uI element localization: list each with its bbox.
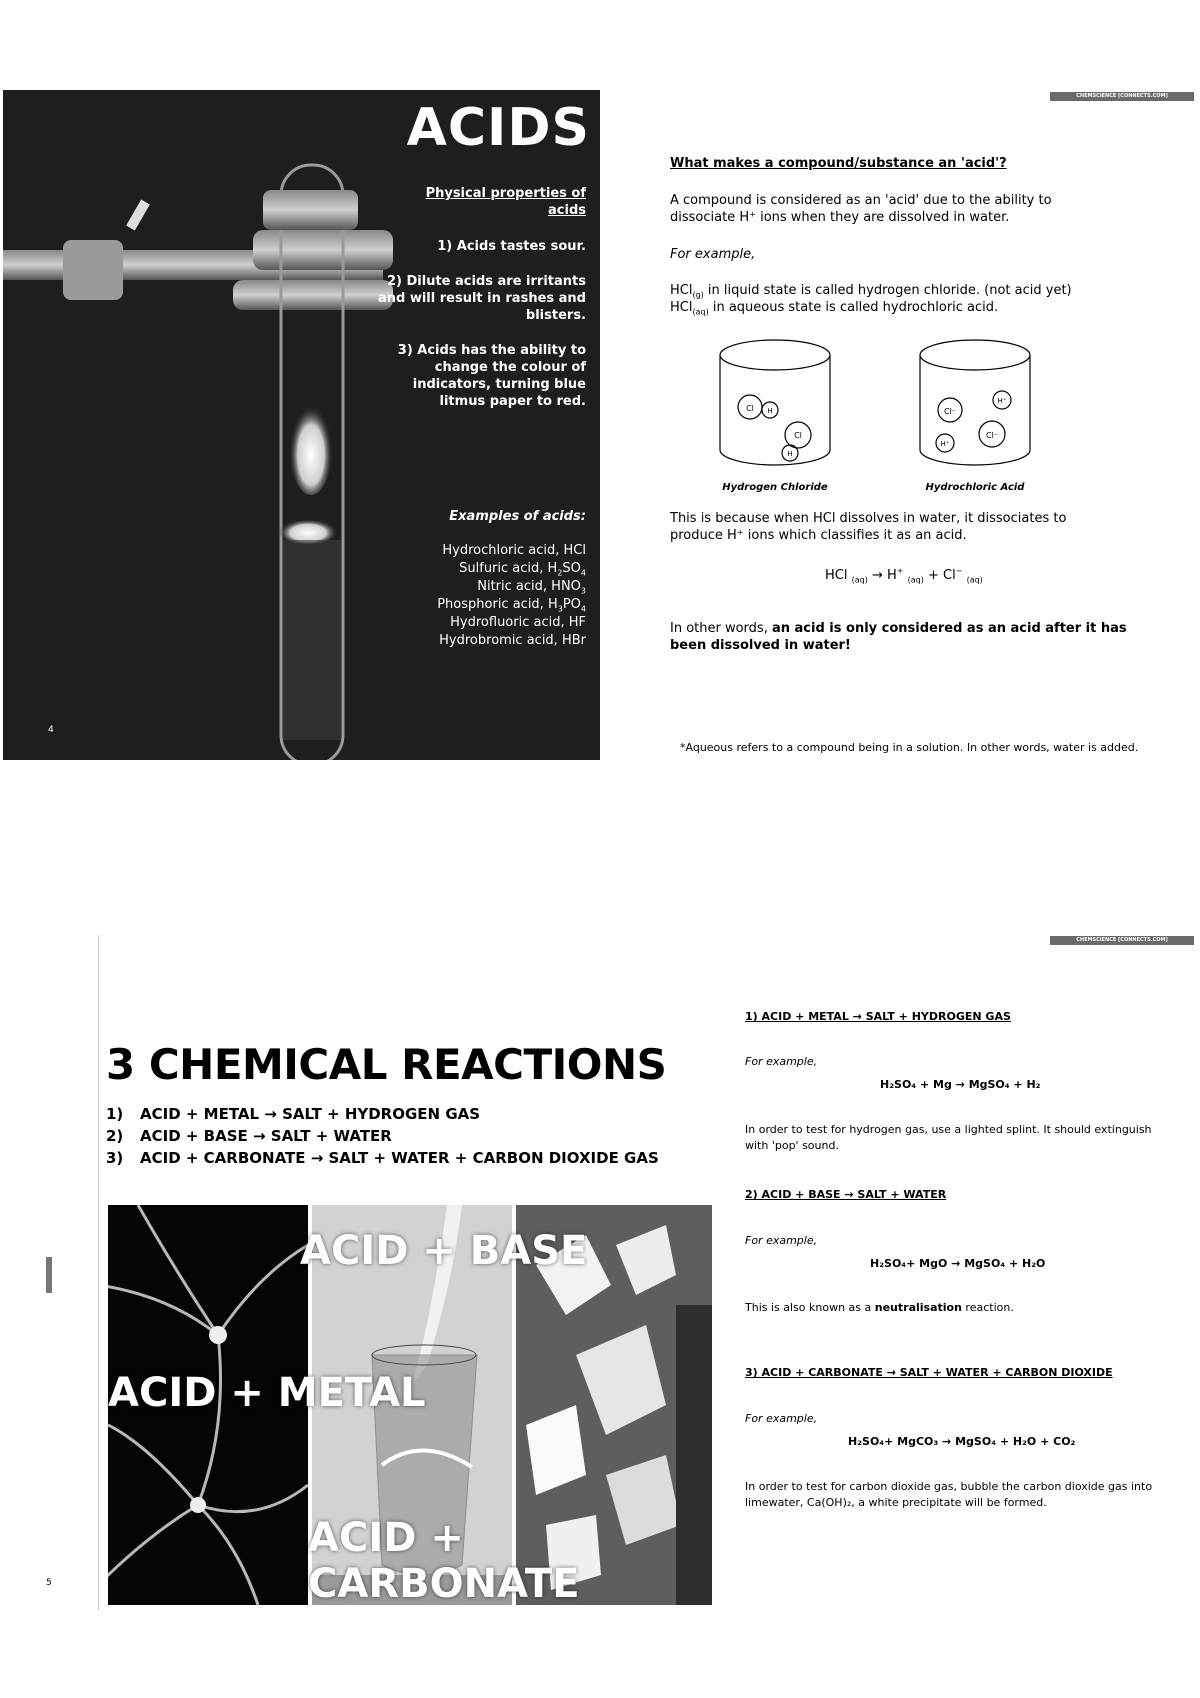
ion-label: H xyxy=(767,407,773,415)
side-marker xyxy=(46,1257,52,1293)
reactions-list xyxy=(106,1103,659,1169)
examples-heading: Examples of acids: xyxy=(449,509,586,524)
ion-label: Cl⁻ xyxy=(985,431,999,440)
example-item: Hydrofluoric acid, HF xyxy=(450,615,586,630)
page-number: 4 xyxy=(48,725,54,735)
reaction-2-note: This is also known as a neutralisation reaction. xyxy=(745,1301,1014,1314)
reaction-3-example: For example, xyxy=(745,1412,818,1425)
header-tab: CHEMSCIENCE [CONNECTS.COM] xyxy=(1050,936,1194,945)
list-item: 2) ACID + BASE → SALT + WATER xyxy=(106,1127,392,1145)
ion-label: H⁺ xyxy=(997,397,1007,405)
property-2: 2) Dilute acids are irritants and will result in rashes and blisters. xyxy=(377,274,586,323)
ion-label: Cl xyxy=(794,431,802,440)
page-number: 5 xyxy=(46,1578,52,1588)
page-divider xyxy=(98,935,99,1610)
ion-label: Cl xyxy=(746,404,754,413)
example-item: Sulfuric acid, $H_2SO_4$ xyxy=(459,561,586,578)
reaction-2-heading: 2) ACID + BASE → SALT + WATER xyxy=(745,1188,947,1201)
overlay-acid-metal: ACID + METAL xyxy=(108,1370,426,1416)
header-tab: CHEMSCIENCE [CONNECTS.COM] xyxy=(1050,92,1194,101)
ion-label: H⁺ xyxy=(940,440,950,448)
reaction-1-test: In order to test for hydrogen gas, use a lighted splint. It should extinguish with 'pop' sound. xyxy=(745,1123,1152,1152)
reaction-2-equation: H₂SO₄+ MgO → MgSO₄ + H₂O xyxy=(870,1257,1046,1270)
example-item: Hydrochloric acid, HCl xyxy=(442,543,586,558)
acids-panel xyxy=(3,90,600,760)
reaction-1-example: For example, xyxy=(745,1055,818,1068)
diagram-label-right: Hydrochloric Acid xyxy=(925,482,1025,493)
diagram-label-left: Hydrogen Chloride xyxy=(722,482,828,493)
reaction-3-test: In order to test for carbon dioxide gas, bubble the carbon dioxide gas into limewater, Ca(OH)₂, a white precipitate will be formed. xyxy=(745,1480,1153,1509)
dissociation-explanation: This is because when HCl dissolves in water, it dissociates to produce H⁺ ions which classifies it as an acid. xyxy=(670,511,1067,543)
reaction-1-heading: 1) ACID + METAL → SALT + HYDROGEN GAS xyxy=(745,1010,1011,1023)
overlay-acid-base: ACID + BASE xyxy=(300,1228,588,1274)
list-item: 1) ACID + METAL → SALT + HYDROGEN GAS xyxy=(106,1105,481,1123)
section-title: 3 CHEMICAL REACTIONS xyxy=(106,1040,667,1089)
example-item: Nitric acid, $HNO_3$ xyxy=(477,579,586,596)
in-other-words: In other words, an acid is only considered as an acid after it has been dissolved in water! xyxy=(670,621,1127,653)
list-item: 3) ACID + CARBONATE → SALT + WATER + CARBON DIOXIDE GAS xyxy=(106,1149,659,1167)
properties-heading: Physical properties of acids xyxy=(425,186,586,218)
reaction-3-equation: H₂SO₄+ MgCO₃ → MgSO₄ + H₂O + CO₂ xyxy=(848,1435,1076,1448)
hcl-aqueous-line: HCl$_{(aq)}$ in aqueous state is called hydrochloric acid. xyxy=(670,300,999,317)
reaction-3-heading: 3) ACID + CARBONATE → SALT + WATER + CARBON DIOXIDE xyxy=(745,1366,1113,1379)
property-3: 3) Acids has the ability to change the colour of indicators, turning blue litmus paper to red. xyxy=(397,343,586,409)
hcl-dissociation-diagram xyxy=(700,330,1050,500)
overlay-acid-carbonate: ACID + CARBONATE xyxy=(308,1515,580,1607)
acid-definition: A compound is considered as an 'acid' due to the ability to dissociate H⁺ ions when they are dissolved in water. xyxy=(670,193,1052,225)
hydrochloric-acid-beaker xyxy=(920,340,1030,465)
property-1: 1) Acids tastes sour. xyxy=(437,239,586,254)
page-title: ACIDS xyxy=(406,98,590,158)
hydrogen-chloride-beaker xyxy=(720,340,830,465)
footnote: *Aqueous refers to a compound being in a solution. In other words, water is added. xyxy=(680,741,1139,754)
dissociation-equation: HCl $_{(aq)}$ → H+ $_{(aq)}$ + Cl− $_{(aq)}$ xyxy=(825,566,983,585)
reaction-1-equation: H₂SO₄ + Mg → MgSO₄ + H₂ xyxy=(880,1078,1041,1091)
for-example-label: For example, xyxy=(670,247,756,262)
hcl-gas-line: HCl$_{(g)}$ in liquid state is called hydrogen chloride. (not acid yet) xyxy=(670,283,1072,300)
question-heading: What makes a compound/substance an 'acid'? xyxy=(670,156,1007,171)
ion-label: Cl⁻ xyxy=(943,407,957,416)
example-item: Hydrobromic acid, HBr xyxy=(439,633,586,648)
reaction-2-example: For example, xyxy=(745,1234,818,1247)
example-item: Phosphoric acid, $H_3PO_4$ xyxy=(437,597,586,614)
ion-label: H xyxy=(787,450,793,458)
examples-list xyxy=(366,542,586,650)
